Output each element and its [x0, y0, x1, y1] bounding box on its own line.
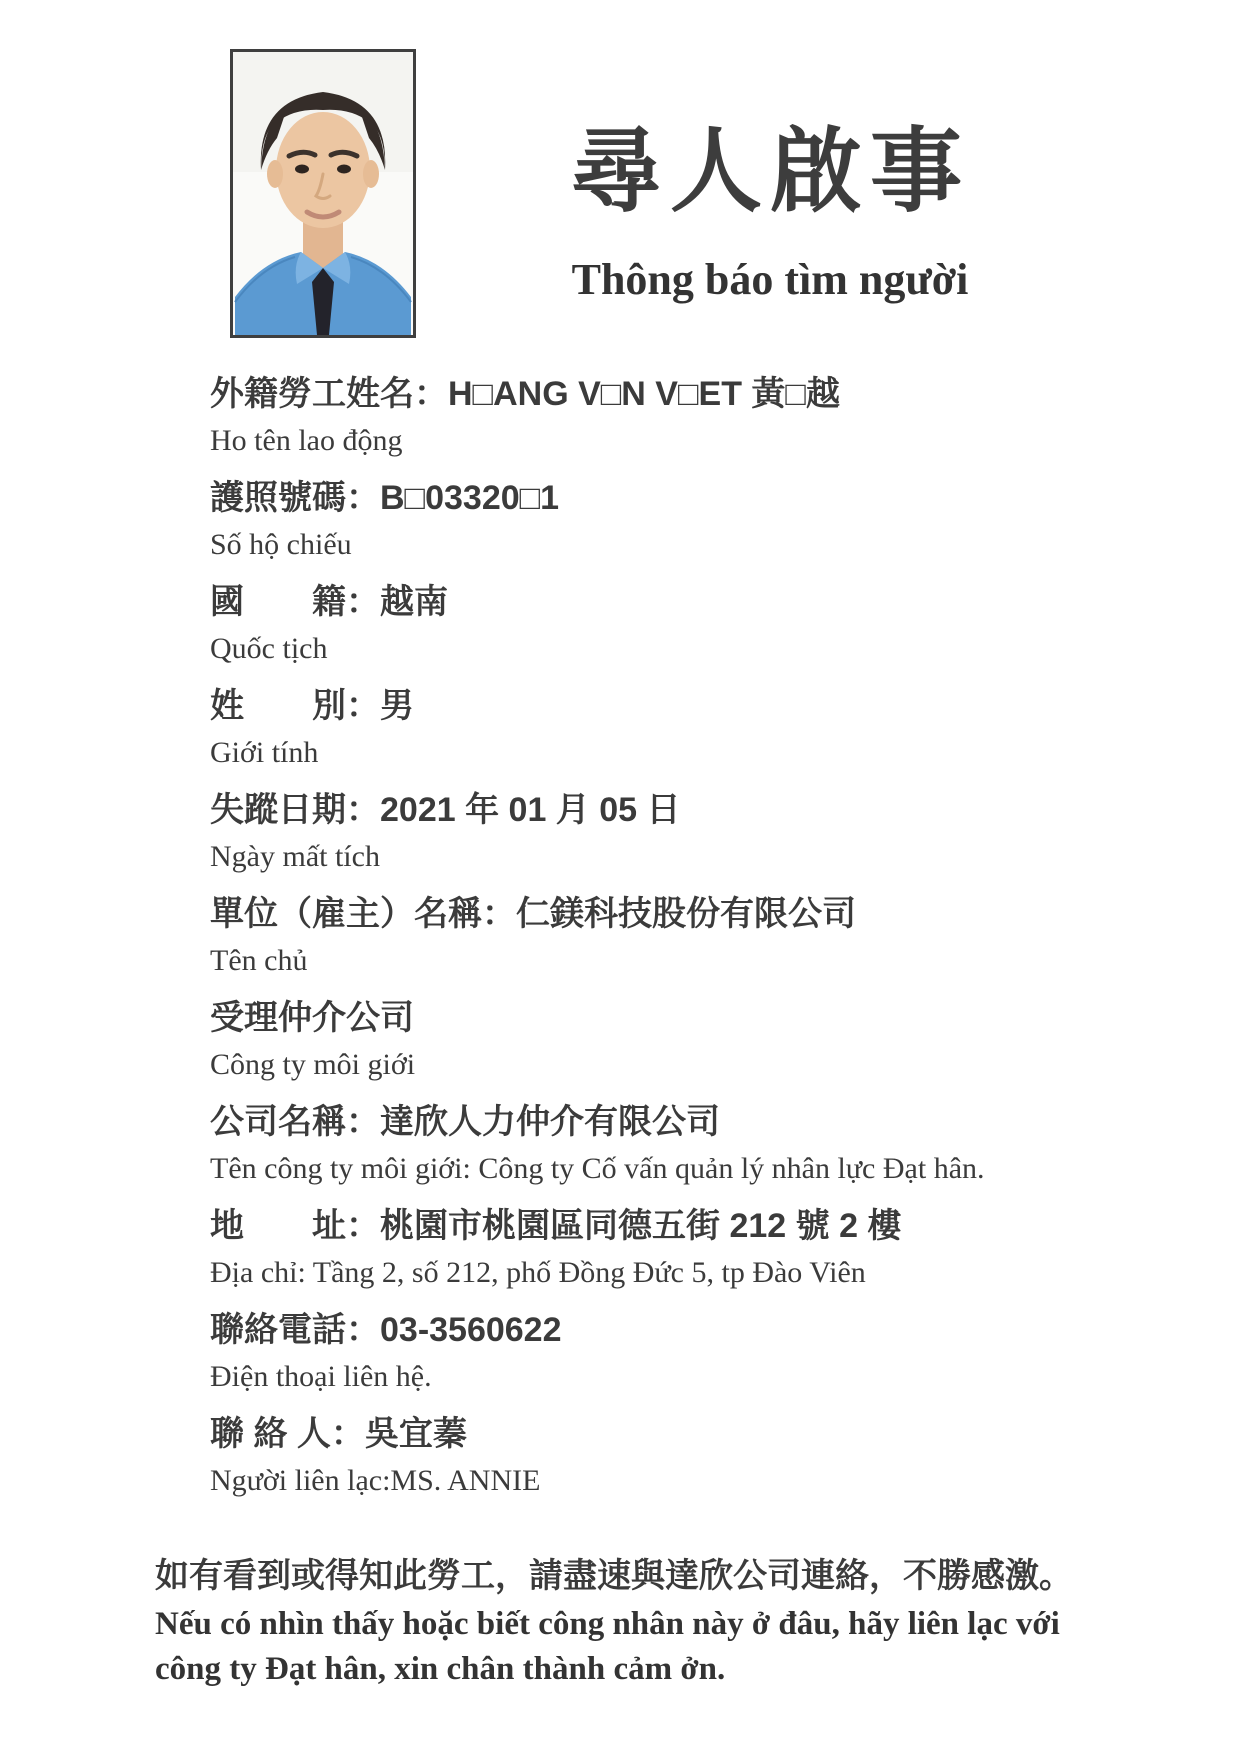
worker-id-photo — [230, 49, 416, 338]
field-contact-person-cn: 聯 絡 人：吳宜蓁 — [210, 1415, 467, 1453]
field-gender-vn: Giới tính — [210, 736, 319, 769]
footer-notice — [155, 1550, 1165, 1692]
field-nationality-cn: 國 籍：越南 — [210, 583, 448, 621]
field-address-vn: Địa chỉ: Tầng 2, số 212, phố Đồng Đức 5, tp Đào Viên — [210, 1256, 866, 1289]
field-worker-name — [210, 370, 1140, 462]
field-contact-person-vn: Người liên lạc:MS. ANNIE — [210, 1464, 541, 1497]
field-address-cn: 地 址：桃園市桃園區同德五街 212 號 2 樓 — [210, 1207, 902, 1245]
page-title-chinese: 尋人啟事 — [569, 121, 970, 223]
field-agency-section — [210, 994, 1140, 1086]
field-worker-name-vn: Ho tên lao động — [210, 424, 403, 457]
field-employer-name — [210, 890, 1140, 982]
field-gender — [210, 682, 1140, 774]
portrait-illustration — [233, 52, 413, 335]
footer-notice-vn-line1: Nếu có nhìn thấy hoặc biết công nhân này ở đâu, hãy liên lạc với — [155, 1606, 1060, 1642]
field-contact-phone-vn: Điện thoại liên hệ. — [210, 1360, 432, 1393]
field-passport-number — [210, 474, 1140, 566]
field-worker-name-cn: 外籍勞工姓名：H□ANG V□N V□ET 黃□越 — [210, 375, 840, 413]
field-contact-phone — [210, 1306, 1140, 1398]
field-passport-number-vn: Số hộ chiếu — [210, 528, 352, 561]
field-employer-name-vn: Tên chủ — [210, 944, 308, 977]
field-nationality — [210, 578, 1140, 670]
field-employer-name-cn: 單位（雇主）名稱：仁鎂科技股份有限公司 — [210, 895, 856, 933]
field-agency-company-name — [210, 1098, 1140, 1190]
title-block — [455, 112, 1085, 305]
field-gender-cn: 姓 別：男 — [210, 687, 414, 725]
field-missing-date — [210, 786, 1140, 878]
field-passport-number-cn: 護照號碼：B□03320□1 — [210, 479, 560, 517]
field-agency-company-name-vn: Tên công ty môi giới: Công ty Cố vấn quản lý nhân lực Đạt hân. — [210, 1152, 985, 1185]
field-missing-date-vn: Ngày mất tích — [210, 840, 380, 873]
field-nationality-vn: Quốc tịch — [210, 632, 328, 665]
field-contact-phone-cn: 聯絡電話：03-3560622 — [210, 1311, 562, 1349]
field-missing-date-cn: 失蹤日期：2021 年 01 月 05 日 — [210, 791, 681, 829]
field-agency-section-cn: 受理仲介公司 — [210, 999, 414, 1037]
field-list — [210, 370, 1140, 1514]
field-address — [210, 1202, 1140, 1294]
footer-notice-vn-line2: công ty Đạt hân, xin chân thành cảm ởn. — [155, 1651, 726, 1687]
footer-notice-cn: 如有看到或得知此勞工，請盡速與達欣公司連絡，不勝感激。 — [155, 1557, 1073, 1595]
field-agency-section-vn: Công ty môi giới — [210, 1048, 416, 1081]
field-contact-person — [210, 1410, 1140, 1502]
page-title-vietnamese: Thông báo tìm người — [571, 255, 969, 304]
field-agency-company-name-cn: 公司名稱：達欣人力仲介有限公司 — [210, 1103, 720, 1141]
